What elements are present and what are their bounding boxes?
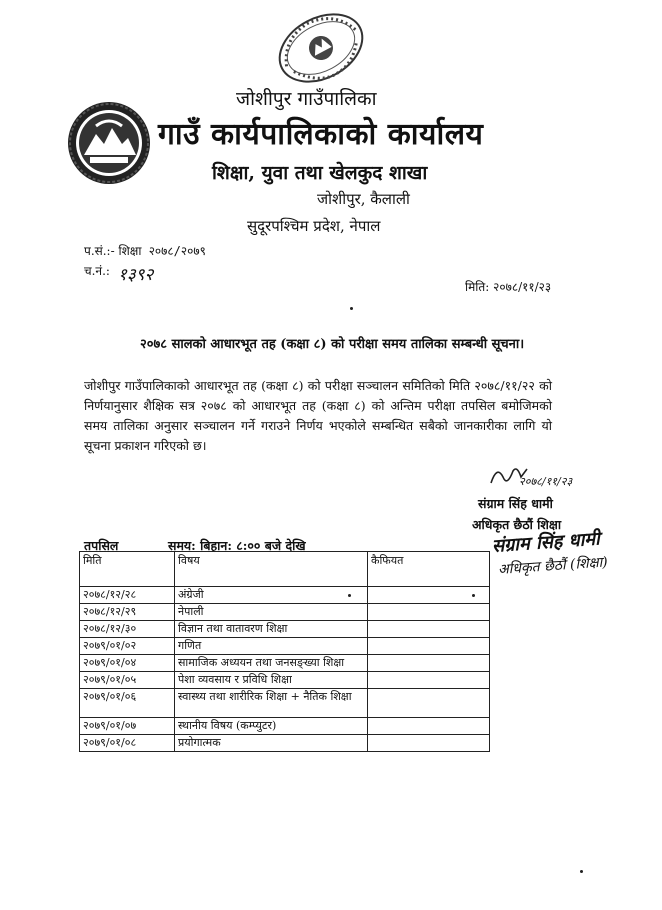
table-row [80,638,490,655]
row-date: २०७८/१२/२९ [80,604,175,621]
notice-subject: २०७८ सालको आधारभूत तह (कक्षा ८) को परीक्षा समय तालिका सम्बन्धी सूचना। [140,337,525,352]
table-row [80,689,490,718]
row-remarks [368,718,490,735]
row-date: २०७९/०१/०५ [80,672,175,689]
signature-date: २०७८/११/२३ [519,475,573,488]
row-remarks [368,689,490,718]
table-row [80,672,490,689]
issue-date [465,278,551,295]
municipality-name: जोशीपुर गाउँपालिका [236,88,377,110]
table-row [80,655,490,672]
row-subject: पेशा व्यवसाय र प्रविधि शिक्षा [175,672,368,689]
exam-schedule-table [79,551,490,752]
row-subject: प्रयोगात्मक [175,735,368,752]
row-date: २०७९/०१/०६ [80,689,175,718]
row-date: २०७९/०१/०४ [80,655,175,672]
scan-speck [580,870,583,873]
nepal-emblem-icon [66,100,152,186]
row-remarks [368,621,490,638]
table-row [80,718,490,735]
row-remarks [368,638,490,655]
row-date: २०७८/१२/२८ [80,587,175,604]
row-subject: सामाजिक अध्ययन तथा जनसङ्ख्या शिक्षा [175,655,368,672]
exam-time: समय: बिहान: ८:०० बजे देखि [168,538,306,553]
letter-number-label: प.सं.:- [84,244,115,258]
row-subject: अंग्रेजी [175,587,368,604]
schedule-label: तपसिल [84,538,119,553]
name-stamp: संग्राम सिंह धामी [491,528,601,557]
column-header-subject: विषय [175,552,368,587]
column-header-remarks: कैफियत [368,552,490,587]
row-subject: गणित [175,638,368,655]
date-label: मिति: [465,280,490,294]
province-line: सुदूरपश्चिम प्रदेश, नेपाल [247,217,381,235]
date-value: २०७८/११/२३ [493,280,552,294]
row-remarks [368,604,490,621]
letter-number-value: शिक्षा २०७८/२०७९ [118,244,206,258]
scan-speck [348,594,351,597]
signatory-title: अधिकृत छैठौं शिक्षा [472,517,562,532]
table-row [80,587,490,604]
dispatch-number-label: च.नं.: [84,264,110,278]
signatory-name: संग्राम सिंह धामी [478,496,553,511]
row-subject: नेपाली [175,604,368,621]
row-date: २०७८/१२/३० [80,621,175,638]
notice-body: जोशीपुर गाउँपालिकाको आधारभूत तह (कक्षा ८) को परीक्षा सञ्चालन समितिको मिति २०७८/११/२२ को निर्णयानुसार शैक्षिक सत्र २०७८ को आधारभूत तह (कक्षा ८) को अन्तिम परीक्षा तपसिल बमोजिमको समय तालिका अनुसार सञ्चालन गर्ने गराउने निर्णय भएकोले सम्बन्धित सबैको जानकारीका लागि यो सूचना प्रकाशन गरिएको छ। [84,378,552,453]
table-row [80,621,490,638]
scan-speck [472,594,475,597]
office-title: गाउँ कार्यपालिकाको कार्यालय [158,117,484,152]
row-date: २०७९/०१/०८ [80,735,175,752]
letter-number [84,242,206,259]
row-subject: स्थानीय विषय (कम्प्युटर) [175,718,368,735]
branch-name: शिक्षा, युवा तथा खेलकुद शाखा [212,162,428,184]
row-remarks [368,655,490,672]
scan-speck [350,307,353,310]
office-location: जोशीपुर, कैलाली [317,190,410,208]
column-header-date: मिति [80,552,175,587]
table-row [80,735,490,752]
designation-stamp: अधिकृत छैठौं (शिक्षा) [497,554,609,578]
row-subject: स्वास्थ्य तथा शारीरिक शिक्षा + नैतिक शिक्षा [175,689,368,718]
table-header-row [80,552,490,587]
row-remarks [368,735,490,752]
row-subject: विज्ञान तथा वातावरण शिक्षा [175,621,368,638]
row-date: २०७९/०१/०७ [80,718,175,735]
row-date: २०७९/०१/०२ [80,638,175,655]
row-remarks [368,672,490,689]
table-row [80,604,490,621]
dispatch-number-value: १३९२ [118,265,154,285]
office-seal-stamp [262,8,380,88]
